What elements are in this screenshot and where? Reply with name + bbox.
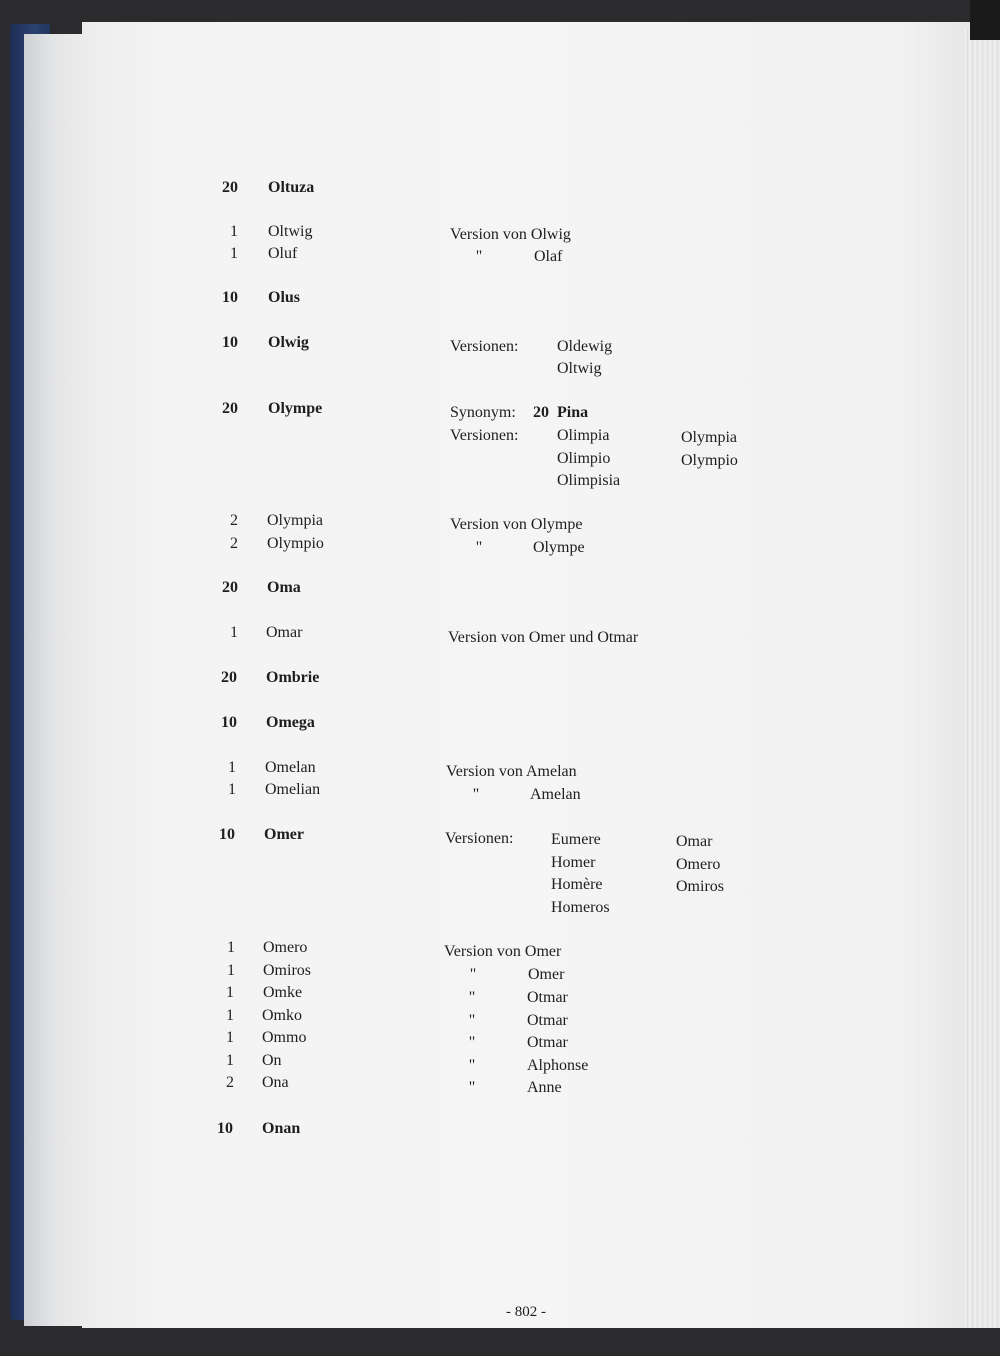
entry-name: Omko xyxy=(262,1007,302,1024)
entry-value: Oldewig xyxy=(557,338,613,355)
entry-name: Olympio xyxy=(267,535,324,552)
ditto-mark: " xyxy=(468,989,476,1006)
entry-label: Versionen: xyxy=(450,338,519,355)
entry-number: 1 xyxy=(226,1007,234,1024)
page-stack-right xyxy=(964,28,1000,1328)
ditto-mark: " xyxy=(468,1079,476,1096)
entry-number: 1 xyxy=(226,1029,234,1046)
entry-name: Omelan xyxy=(265,759,316,776)
entry-label: Version von Olympe xyxy=(450,516,583,533)
entry-value: Homer xyxy=(551,854,596,871)
entry-value: Otmar xyxy=(527,1034,568,1051)
entry-number: 1 xyxy=(230,245,238,262)
entry-number: 1 xyxy=(226,984,234,1001)
entry-value: Alphonse xyxy=(527,1057,589,1074)
entry-number: 20 xyxy=(222,400,238,417)
entry-number: 1 xyxy=(227,939,235,956)
entry-label: Version von Omer und Otmar xyxy=(448,629,639,646)
entry-number: 2 xyxy=(226,1074,234,1091)
entry-number: 10 xyxy=(222,289,238,306)
entry-name: Oma xyxy=(267,579,301,596)
entry-label: Version von Omer xyxy=(444,943,562,960)
entry-number: 20 xyxy=(222,579,238,596)
entry-number: 10 xyxy=(217,1120,233,1137)
entry-name: Omiros xyxy=(263,962,311,979)
entry-number: 2 xyxy=(230,535,238,552)
entry-value: Olympia xyxy=(681,429,737,446)
entry-name: Olus xyxy=(268,289,301,306)
entry-value: Otmar xyxy=(527,1012,568,1029)
ditto-mark: " xyxy=(468,1034,476,1051)
entry-name: Ombrie xyxy=(266,669,320,686)
ditto-mark: " xyxy=(472,786,480,803)
entry-value: Otmar xyxy=(527,989,568,1006)
ditto-mark: " xyxy=(469,966,477,983)
entry-label: Version von Amelan xyxy=(446,763,577,780)
entry-number: 10 xyxy=(222,334,238,351)
entry-value: Olaf xyxy=(534,248,563,265)
entry-value: Olimpia xyxy=(557,427,610,444)
entry-label: Version von Olwig xyxy=(450,226,571,243)
entry-name: Omke xyxy=(263,984,303,1001)
entry-name: Oltuza xyxy=(268,179,315,196)
entry-number: 10 xyxy=(221,714,237,731)
synonym-label: Synonym: xyxy=(450,404,516,421)
synonym-number: 20 xyxy=(533,404,549,421)
entry-number: 1 xyxy=(230,624,238,641)
entry-value: Omer xyxy=(528,966,565,983)
entry-number: 20 xyxy=(222,179,238,196)
page-number: - 802 - xyxy=(506,1304,546,1320)
entry-number: 1 xyxy=(227,962,235,979)
synonym-name: Pina xyxy=(557,404,589,421)
entry-name: Omelian xyxy=(265,781,321,798)
ditto-mark: " xyxy=(475,539,483,556)
entry-value: Olympe xyxy=(533,539,585,556)
entry-number: 1 xyxy=(228,759,236,776)
entry-name: Olwig xyxy=(268,334,309,351)
entry-value: Omiros xyxy=(676,878,724,895)
entry-number: 1 xyxy=(226,1052,234,1069)
entry-value: Olympio xyxy=(681,452,738,469)
entry-number: 2 xyxy=(230,512,238,529)
entry-number: 10 xyxy=(219,826,235,843)
entry-label: Versionen: xyxy=(445,830,514,847)
entry-value: Olimpio xyxy=(557,450,611,467)
entry-name: Ommo xyxy=(262,1029,307,1046)
background-corner xyxy=(970,0,1000,40)
ditto-mark: " xyxy=(468,1057,476,1074)
entry-name: Omer xyxy=(264,826,304,843)
ditto-mark: " xyxy=(468,1012,476,1029)
entry-value: Olimpisia xyxy=(557,472,621,489)
entry-name: Omar xyxy=(266,624,303,641)
entry-name: Ona xyxy=(262,1074,289,1091)
entry-name: Olympe xyxy=(268,400,323,417)
entry-value: Omar xyxy=(676,833,713,850)
ditto-mark: " xyxy=(475,248,483,265)
entry-value: Anne xyxy=(527,1079,562,1096)
entry-value: Homère xyxy=(551,876,603,893)
entry-value: Amelan xyxy=(530,786,581,803)
entry-value: Oltwig xyxy=(557,360,602,377)
entry-number: 1 xyxy=(228,781,236,798)
entry-name: Oluf xyxy=(268,245,298,262)
entry-value: Omero xyxy=(676,856,721,873)
entry-name: Olympia xyxy=(267,512,323,529)
entry-name: Oltwig xyxy=(268,223,313,240)
entry-name: Omega xyxy=(266,714,315,731)
entry-name: On xyxy=(262,1052,282,1069)
entry-number: 20 xyxy=(221,669,237,686)
entry-name: Omero xyxy=(263,939,308,956)
entry-number: 1 xyxy=(230,223,238,240)
entry-label: Versionen: xyxy=(450,427,519,444)
entry-name: Onan xyxy=(262,1120,301,1137)
entry-value: Eumere xyxy=(551,831,601,848)
entry-value: Homeros xyxy=(551,899,610,916)
